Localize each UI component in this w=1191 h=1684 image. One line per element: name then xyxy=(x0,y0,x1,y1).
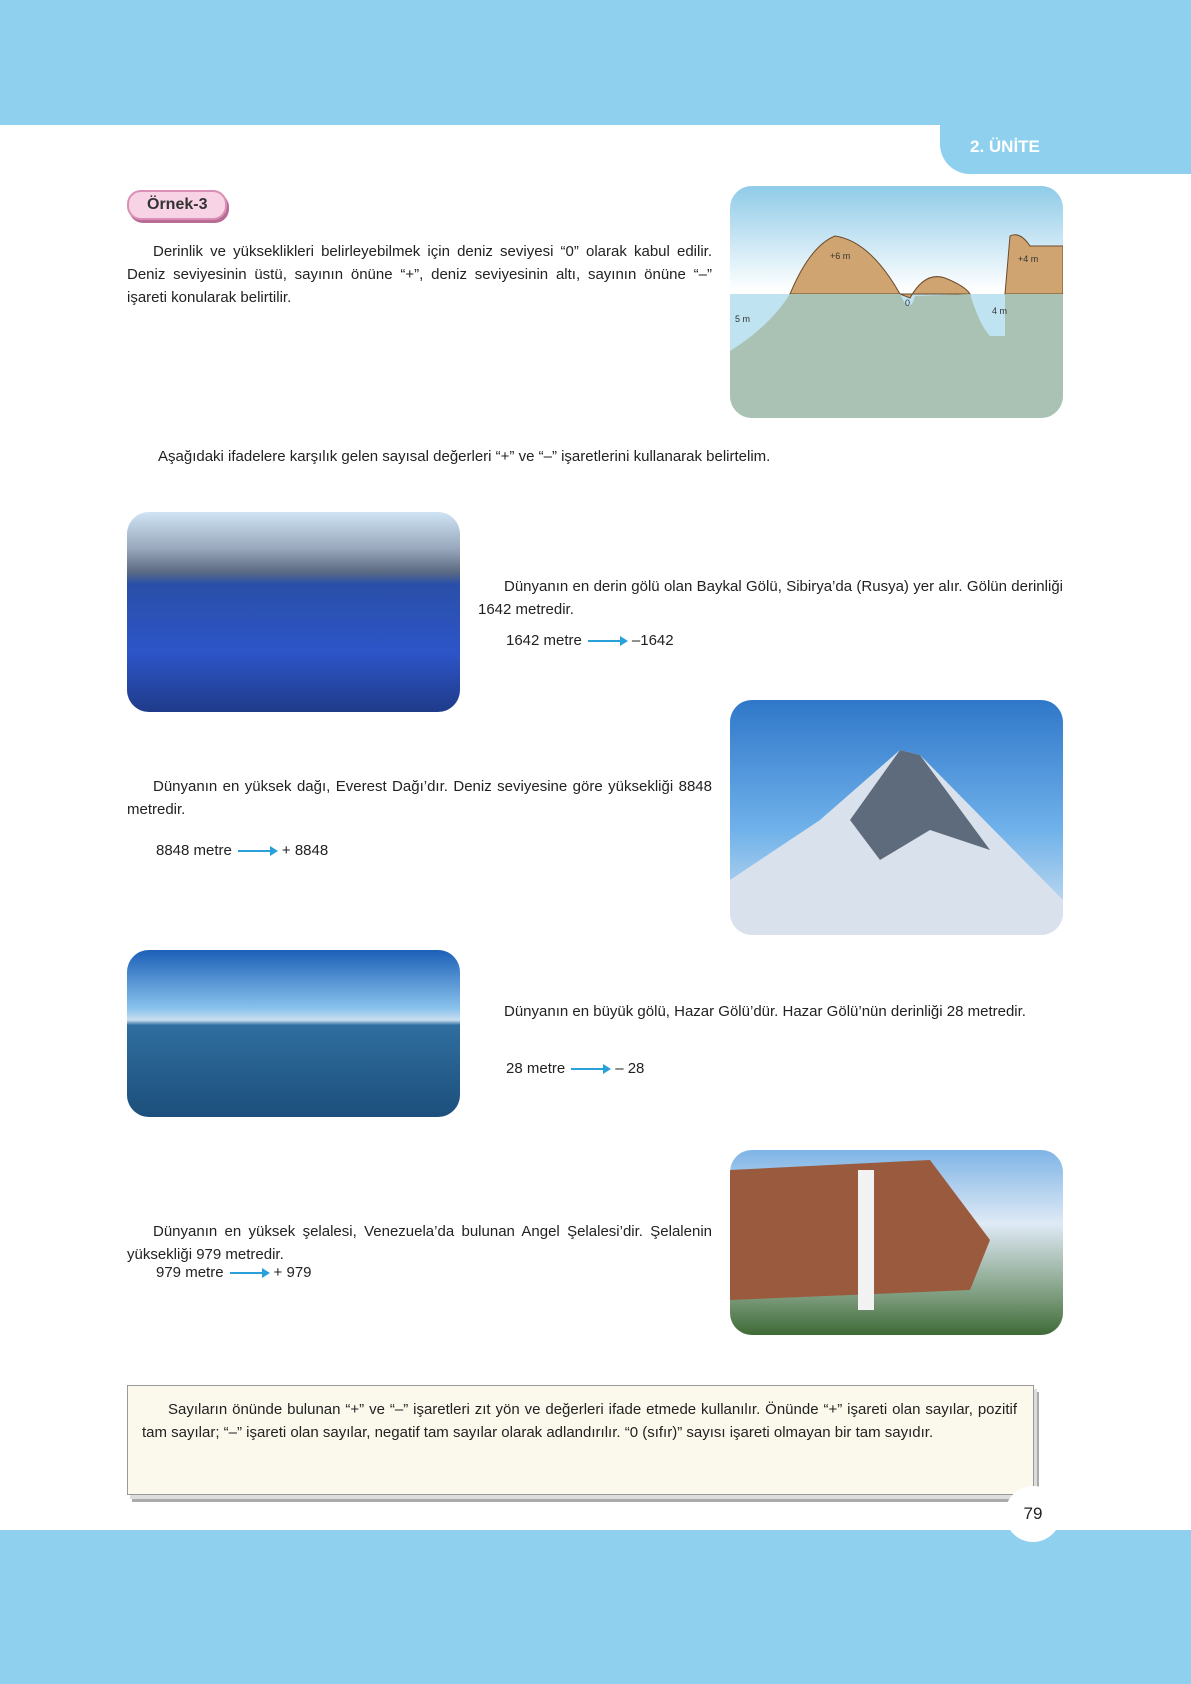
item-angel-text xyxy=(127,1220,712,1266)
intro-text xyxy=(127,240,712,309)
arrow-icon xyxy=(230,1272,268,1274)
info-box xyxy=(127,1385,1034,1495)
label-plus6: +6 m xyxy=(830,251,851,261)
unit-tab: 2. ÜNİTE xyxy=(940,122,1191,174)
item-everest-text xyxy=(127,775,712,821)
info-box-content: Sayıların önünde bulunan “+” ve “–” işaretleri zıt yön ve değerleri ifade etmede kullanılır. Önünde “+” işareti olan sayılar, pozitif tam sayılar; “–” işareti olan sayılar, negatif tam sayılar olarak adlandırılır. “0 (sıfır)” sayısı işareti olmayan bir tam sayıdır. xyxy=(142,1401,1017,1441)
arrow-icon xyxy=(238,850,276,852)
angel-falls-photo xyxy=(730,1150,1063,1335)
baikal-lake-photo xyxy=(127,512,460,712)
arrow-icon xyxy=(571,1068,609,1070)
caspian-sea-photo xyxy=(127,950,460,1117)
to: + 979 xyxy=(273,1264,312,1281)
info-box-text xyxy=(142,1398,1017,1444)
instruction-text: Aşağıdaki ifadelere karşılık gelen sayısal değerleri “+” ve “–” işaretlerini kullanarak belirtelim. xyxy=(158,448,771,465)
item-everest-conversion xyxy=(156,842,328,859)
arrow-icon xyxy=(588,640,626,642)
example-badge: Örnek-3 xyxy=(127,190,227,220)
item-baikal-text xyxy=(478,575,1063,621)
item-caspian-conversion xyxy=(506,1060,644,1077)
everest-photo xyxy=(730,700,1063,935)
label-5m: 5 m xyxy=(735,314,751,324)
label-zero: 0 xyxy=(905,298,911,308)
intro-text-content: Derinlik ve yükseklikleri belirleyebilmek için deniz seviyesi “0” olarak kabul edilir. Deniz seviyesinin üstü, sayının önüne “+”, deniz seviyesinin altı, sayının önüne “–” işareti konularak belirtilir. xyxy=(127,243,712,306)
sea-level-diagram xyxy=(730,186,1063,418)
from: 8848 metre xyxy=(156,842,232,859)
item-angel-content: Dünyanın en yüksek şelalesi, Venezuela’da bulunan Angel Şelalesi’dir. Şelalenin yüksekliği 979 metredir. xyxy=(127,1223,712,1263)
to: + 8848 xyxy=(281,842,329,859)
page-number: 79 xyxy=(1005,1486,1061,1542)
item-angel-conversion xyxy=(156,1264,312,1281)
item-caspian-content: Dünyanın en büyük gölü, Hazar Gölü’dür. Hazar Gölü’nün derinliği 28 metredir. xyxy=(504,1003,1026,1020)
label-plus4: +4 m xyxy=(1018,254,1039,264)
item-caspian-text xyxy=(478,1000,1063,1023)
footer-band xyxy=(0,1530,1191,1684)
from: 28 metre xyxy=(506,1060,566,1077)
to: – 28 xyxy=(615,1060,645,1077)
from: 1642 metre xyxy=(506,632,582,649)
to: –1642 xyxy=(631,632,674,649)
item-everest-content: Dünyanın en yüksek dağı, Everest Dağı’dır. Deniz seviyesine göre yüksekliği 8848 metredir. xyxy=(127,778,712,818)
from: 979 metre xyxy=(156,1264,224,1281)
label-4m: 4 m xyxy=(992,306,1008,316)
header-band xyxy=(0,0,1191,125)
item-baikal-content: Dünyanın en derin gölü olan Baykal Gölü, Sibirya’da (Rusya) yer alır. Gölün derinliği 1642 metredir. xyxy=(478,578,1063,618)
item-baikal-conversion xyxy=(506,632,674,649)
